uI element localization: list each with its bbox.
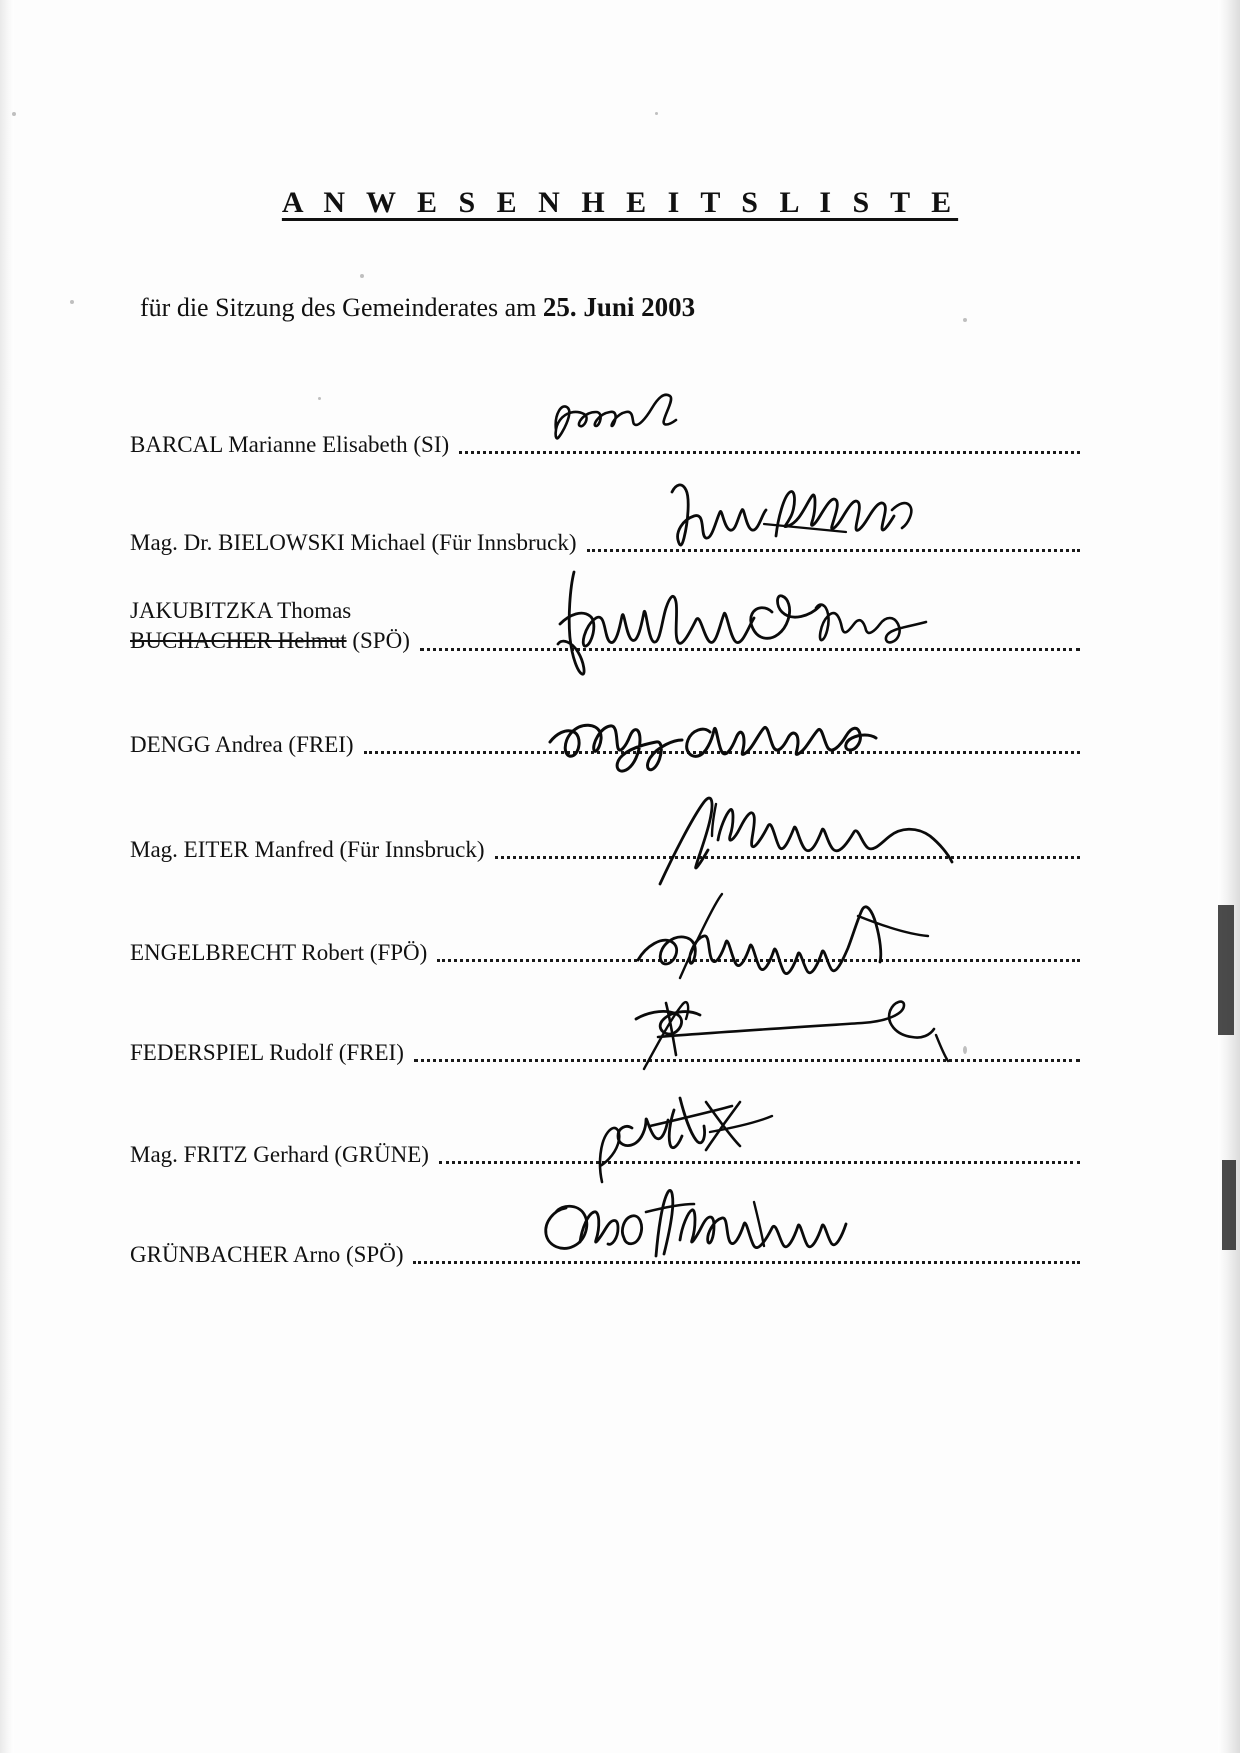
struck-name: BUCHACHER Helmut bbox=[130, 628, 347, 654]
attendee-name: FEDERSPIEL Rudolf (FREI) bbox=[130, 1040, 404, 1065]
attendee-name: BARCAL Marianne Elisabeth (SI) bbox=[130, 432, 450, 457]
scan-edge-right bbox=[1218, 0, 1240, 1753]
scan-edge-left bbox=[0, 0, 14, 1753]
signature-line[interactable] bbox=[495, 855, 1081, 859]
subtitle-prefix: für die Sitzung des Gemeinderates am bbox=[140, 293, 543, 322]
scan-speck bbox=[70, 300, 74, 304]
attendee-row bbox=[130, 835, 1080, 865]
attendee-name-block bbox=[130, 596, 410, 657]
attendee-row bbox=[130, 730, 1080, 760]
meeting-date: 25. Juni 2003 bbox=[542, 292, 696, 322]
attendee-name-replaced bbox=[130, 626, 410, 656]
attendee-name: Mag. EITER Manfred (Für Innsbruck) bbox=[130, 837, 485, 862]
attendee-name: JAKUBITZKA Thomas bbox=[130, 598, 352, 623]
signature-line[interactable] bbox=[413, 1260, 1080, 1264]
signature-line[interactable] bbox=[587, 548, 1081, 552]
page-title: A N W E S E N H E I T S L I S T E bbox=[281, 186, 959, 219]
federspiel-signature bbox=[600, 985, 1000, 1085]
attendee-row bbox=[130, 596, 1080, 657]
attendee-name: Mag. FRITZ Gerhard (GRÜNE) bbox=[130, 1142, 429, 1167]
attendee-row bbox=[130, 938, 1080, 968]
scan-speck bbox=[655, 112, 658, 115]
engelbrecht-signature bbox=[610, 880, 950, 990]
scan-speck bbox=[963, 318, 967, 322]
attendee-name: DENGG Andrea (FREI) bbox=[130, 732, 354, 757]
attendee-party: (SPÖ) bbox=[346, 628, 410, 654]
signature-line[interactable] bbox=[437, 958, 1080, 962]
meeting-subtitle bbox=[140, 292, 695, 323]
scan-speck bbox=[12, 112, 16, 116]
attendee-name: GRÜNBACHER Arno (SPÖ) bbox=[130, 1242, 404, 1267]
scan-artifact bbox=[1218, 905, 1234, 1035]
fritz-signature bbox=[580, 1080, 860, 1190]
scan-speck bbox=[360, 274, 364, 278]
signature-line[interactable] bbox=[420, 647, 1080, 651]
scan-artifact bbox=[1222, 1160, 1236, 1250]
scan-speck bbox=[318, 397, 321, 400]
attendee-row bbox=[130, 430, 1080, 460]
attendee-row bbox=[130, 1240, 1080, 1270]
attendee-row bbox=[130, 528, 1080, 558]
attendee-row bbox=[130, 1140, 1080, 1170]
attendee-name: Mag. Dr. BIELOWSKI Michael (Für Innsbruck) bbox=[130, 530, 577, 555]
signature-line[interactable] bbox=[364, 750, 1080, 754]
signature-line[interactable] bbox=[414, 1058, 1080, 1062]
attendee-name: ENGELBRECHT Robert (FPÖ) bbox=[130, 940, 428, 965]
attendee-row bbox=[130, 1038, 1080, 1068]
signature-line[interactable] bbox=[459, 450, 1080, 454]
signature-line[interactable] bbox=[439, 1160, 1080, 1164]
